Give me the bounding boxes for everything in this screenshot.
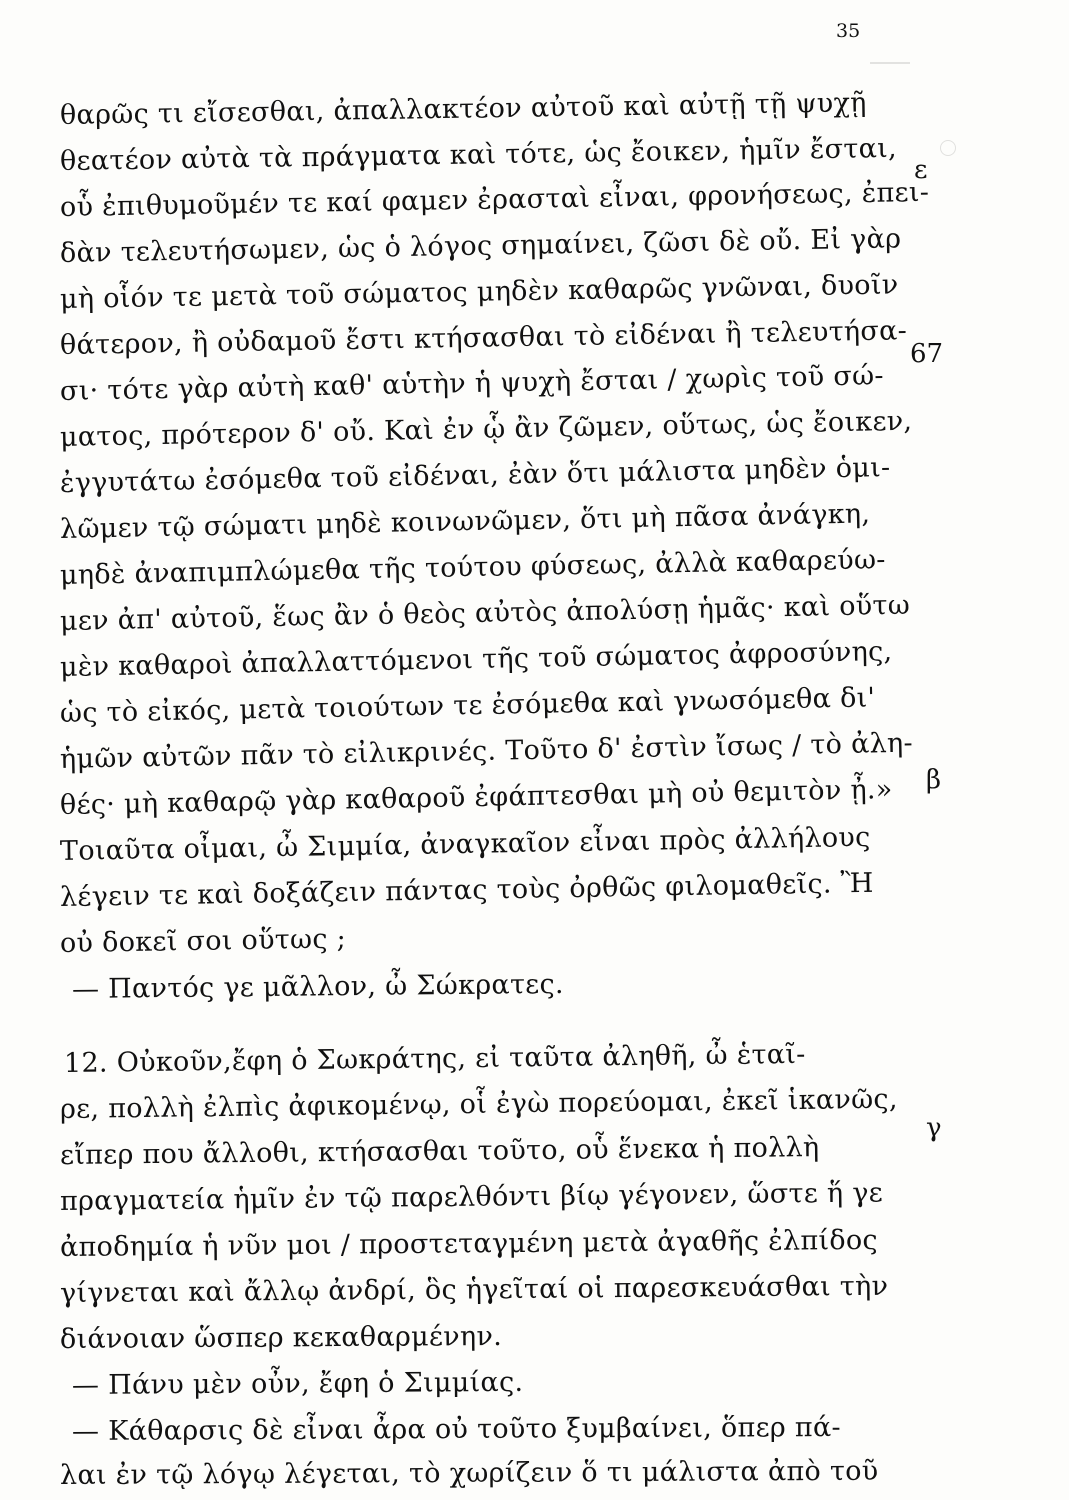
- text-line: — Κάθαρσις δὲ εἶναι ἆρα οὐ τοῦτο ξυμβαίνει, ὅπερ πά-: [71, 1411, 841, 1447]
- text-line: — Πάνυ μὲν οὖν, ἔφη ὁ Σιμμίας.: [71, 1366, 524, 1401]
- bleed-through-mark: [940, 140, 956, 156]
- margin-mark-epsilon: ε: [914, 155, 928, 185]
- text-line: 12. Οὐκοῦν,ἔφη ὁ Σωκράτης, εἰ ταῦτα ἀληθῆ, ὦ ἑταῖ-: [63, 1038, 806, 1079]
- margin-mark-beta: β: [926, 765, 942, 795]
- margin-mark-67: 67: [910, 339, 944, 369]
- text-line: σι· τότε γὰρ αὐτὴ καθ' αὑτὴν ἡ ψυχὴ ἔσται / χωρὶς τοῦ σώ-: [59, 360, 885, 407]
- text-line: διάνοιαν ὥσπερ κεκαθαρμένην.: [59, 1320, 503, 1355]
- text-line: ἐγγυτάτω ἐσόμεθα τοῦ εἰδέναι, ἐὰν ὅτι μάλιστα μηδὲν ὁμι-: [59, 452, 891, 499]
- page-number: 35: [836, 20, 861, 42]
- text-line: θάτερον, ἢ οὐδαμοῦ ἔστι κτήσασθαι τὸ εἰδέναι ἢ τελευτήσα-: [59, 315, 908, 361]
- text-line: θεατέον αὐτὰ τὰ πράγματα καὶ τότε, ὡς ἔοικεν, ἡμῖν ἔσται,: [59, 132, 898, 177]
- text-line: λῶμεν τῷ σώματι μηδὲ κοινωνῶμεν, ὅτι μὴ πᾶσα ἀνάγκη,: [59, 498, 871, 545]
- text-line: Τοιαῦτα οἶμαι, ὦ Σιμμία, ἀναγκαῖον εἶναι πρὸς ἀλλήλους: [59, 821, 871, 867]
- bleed-through-mark: [870, 62, 910, 64]
- text-line: μεν ἀπ' αὐτοῦ, ἕως ἂν ὁ θεὸς αὐτὸς ἀπολύσῃ ἡμᾶς· καὶ οὕτω: [59, 589, 911, 637]
- text-line: ρε, πολλὴ ἐλπὶς ἀφικομένῳ, οἷ ἐγὼ πορεύομαι, ἐκεῖ ἱκανῶς,: [59, 1083, 898, 1125]
- text-line: γίγνεται καὶ ἄλλῳ ἀνδρί, ὃς ἡγεῖταί οἱ παρεσκευάσθαι τὴν: [59, 1270, 889, 1309]
- text-line: θαρῶς τι εἴσεσθαι, ἀπαλλακτέον αὐτοῦ καὶ αὐτῇ τῇ ψυχῇ: [59, 87, 867, 131]
- text-line: μὲν καθαροὶ ἀπαλλαττόμενοι τῆς τοῦ σώματος ἀφροσύνης,: [59, 636, 893, 683]
- text-line: οὗ ἐπιθυμοῦμέν τε καί φαμεν ἐρασταὶ εἶναι, φρονήσεως, ἐπει-: [59, 176, 930, 223]
- text-line: εἴπερ που ἄλλοθι, κτήσασθαι τοῦτο, οὗ ἕνεκα ἡ πολλὴ: [59, 1132, 820, 1171]
- text-line: οὐ δοκεῖ σοι οὕτως ;: [59, 923, 347, 959]
- text-line: δὰν τελευτήσωμεν, ὡς ὁ λόγος σημαίνει, ζῶσι δὲ οὔ. Εἰ γὰρ: [59, 223, 902, 269]
- text-line: ἀποδημία ἡ νῦν μοι / προστεταγμένη μετὰ ἀγαθῆς ἐλπίδος: [59, 1224, 878, 1263]
- text-line: ἡμῶν αὐτῶν πᾶν τὸ εἰλικρινές. Τοῦτο δ' ἐστὶν ἴσως / τὸ ἀλη-: [59, 727, 914, 775]
- text-line: — Παντός γε μᾶλλον, ὦ Σώκρατες.: [71, 968, 564, 1005]
- margin-mark-gamma: γ: [926, 1113, 942, 1143]
- text-line: λαι ἐν τῷ λόγῳ λέγεται, τὸ χωρίζειν ὅ τι μάλιστα ἀπὸ τοῦ: [59, 1455, 879, 1491]
- text-line: μὴ οἷόν τε μετὰ τοῦ σώματος μηδὲν καθαρῶς γνῶναι, δυοῖν: [59, 269, 899, 315]
- text-line: ματος, πρότερον δ' οὔ. Καὶ ἐν ᾧ ἂν ζῶμεν, οὕτως, ὡς ἔοικεν,: [59, 405, 913, 453]
- text-line: ὡς τὸ εἰκός, μετὰ τοιούτων τε ἐσόμεθα καὶ γνωσόμεθα δι': [59, 682, 876, 729]
- text-line: θές· μὴ καθαρῷ γὰρ καθαροῦ ἐφάπτεσθαι μὴ οὐ θεμιτὸν ᾖ.»: [59, 774, 893, 821]
- text-line: μηδὲ ἀναπιμπλώμεθα τῆς τούτου φύσεως, ἀλλὰ καθαρεύω-: [59, 544, 886, 591]
- text-line: πραγματεία ἡμῖν ἐν τῷ παρελθόντι βίῳ γέγονεν, ὥστε ἥ γε: [59, 1177, 884, 1217]
- text-line: λέγειν τε καὶ δοξάζειν πάντας τοὺς ὀρθῶς φιλομαθεῖς. Ἢ: [59, 867, 874, 913]
